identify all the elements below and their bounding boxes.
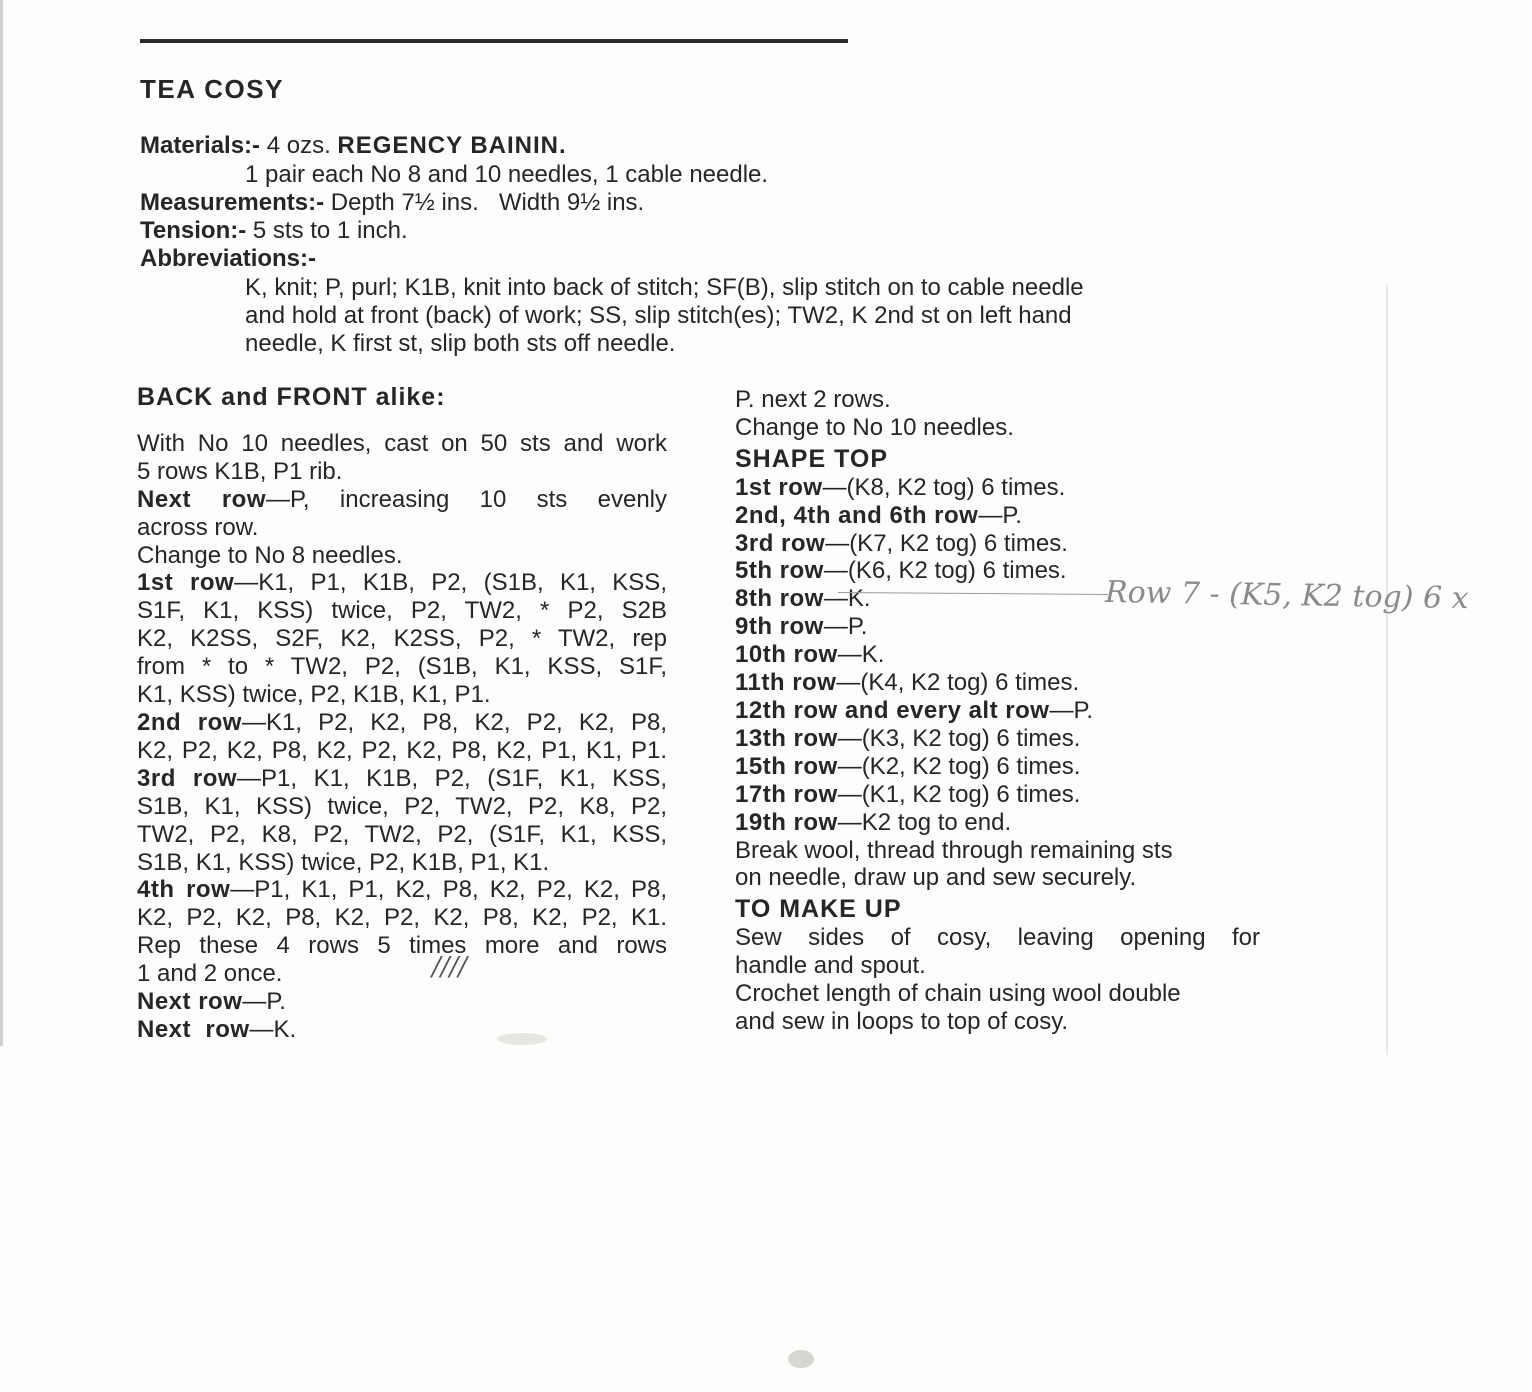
sew-sides-line: Sew sides of cosy, leaving opening for — [735, 924, 1260, 952]
row-label: 12th row and every alt row — [735, 696, 1050, 724]
handwritten-note: Row 7 - (K5, K2 tog) 6 x — [1104, 574, 1469, 617]
across-row: across row. — [137, 513, 259, 541]
materials-needles: 1 pair each No 8 and 10 needles, 1 cable needle. — [245, 161, 769, 188]
row-label: 9th row — [735, 613, 824, 641]
row-2-line: K2, P2, K2, P8, K2, P2, K2, P8, K2, P1, K1, P1. — [137, 736, 667, 764]
tension-value: 5 sts to 1 inch. — [246, 217, 408, 244]
row-label: 3rd row — [137, 764, 238, 792]
row-4-line: K2, P2, K2, P8, K2, P2, K2, P8, K2, P2, K1. — [137, 904, 667, 932]
row-label: 17th row — [735, 780, 838, 808]
row-2-line: 2nd row—K1, P2, K2, P8, K2, P2, K2, P8, — [137, 708, 667, 736]
abbreviations-line: K, knit; P, purl; K1B, knit into back of stitch; SF(B), slip stitch on to cable needle — [245, 274, 1084, 301]
shape-row: 5th row—(K6, K2 tog) 6 times. — [735, 557, 1067, 585]
row-4-line: 4th row—P1, K1, P1, K2, P8, K2, P2, K2, P8, — [137, 876, 667, 904]
row-label: 19th row — [735, 808, 838, 836]
abbreviations-label: Abbreviations:- — [140, 245, 317, 272]
row-1-line: K1, KSS) twice, P2, K1B, K1, P1. — [137, 681, 491, 709]
row-label: 2nd row — [137, 708, 242, 736]
tension-label: Tension:- — [140, 217, 247, 244]
row-label: 8th row — [735, 585, 824, 613]
page-edge-shadow — [0, 0, 3, 1046]
break-wool-line: on needle, draw up and sew securely. — [735, 864, 1137, 892]
row-label: 10th row — [735, 641, 838, 669]
scan-smudge — [497, 1033, 547, 1045]
row-label: 1st row — [735, 473, 823, 501]
row-3-line: S1B, K1, KSS) twice, P2, K1B, P1, K1. — [137, 848, 550, 876]
break-wool-line: Break wool, thread through remaining sts — [735, 836, 1173, 864]
shape-row: 12th row and every alt row—P. — [735, 696, 1094, 724]
shape-row: 9th row—P. — [735, 613, 868, 641]
left-column — [137, 384, 667, 1044]
scan-edge-line — [1386, 285, 1388, 1055]
scan-smudge — [788, 1350, 814, 1368]
row-label: Next row — [137, 988, 243, 1016]
sew-sides-line: handle and spout. — [735, 952, 926, 980]
measurements-value: Depth 7½ ins. Width 9½ ins. — [324, 189, 645, 216]
make-up-heading: TO MAKE UP — [735, 895, 902, 924]
shape-row: 2nd, 4th and 6th row—P. — [735, 501, 1022, 529]
shape-top-heading: SHAPE TOP — [735, 444, 889, 473]
abbreviations-line: and hold at front (back) of work; SS, slip stitch(es); TW2, K 2nd st on left hand — [245, 302, 1072, 329]
row-label: 15th row — [735, 752, 838, 780]
next-row-increase: Next row—P, increasing 10 sts evenly — [137, 485, 668, 513]
materials-line — [140, 132, 567, 160]
row-1-line: 1st row—K1, P1, K1B, P2, (S1B, K1, KSS, — [137, 569, 667, 597]
row-label: 11th row — [735, 669, 837, 697]
row-3-line: 3rd row—P1, K1, K1B, P2, (S1F, K1, KSS, — [137, 764, 668, 792]
measurements-label: Measurements:- — [140, 189, 325, 216]
row-label: 5th row — [735, 557, 824, 585]
next-row-k: Next row—K. — [137, 1015, 297, 1043]
row-label: 13th row — [735, 724, 838, 752]
shape-row: 3rd row—(K7, K2 tog) 6 times. — [735, 529, 1068, 557]
row-label: 1st row — [137, 569, 235, 597]
row-1-line: K2, K2SS, S2F, K2, K2SS, P2, * TW2, rep — [137, 625, 667, 653]
row-label: Next row — [137, 485, 267, 513]
shape-row: 1st row—(K8, K2 tog) 6 times. — [735, 473, 1066, 501]
rib-line: 5 rows K1B, P1 rib. — [137, 457, 343, 485]
shape-row: 11th row—(K4, K2 tog) 6 times. — [735, 669, 1080, 697]
row-1-line: S1F, K1, KSS) twice, P2, TW2, * P2, S2B — [137, 597, 667, 625]
pencil-scribble: //// — [432, 952, 468, 982]
change-needles-8: Change to No 8 needles. — [137, 541, 403, 569]
shape-row: 10th row—K. — [735, 641, 885, 669]
materials-label: Materials:- — [140, 132, 261, 159]
crochet-line: Crochet length of chain using wool double — [735, 980, 1181, 1008]
shape-row: 13th row—(K3, K2 tog) 6 times. — [735, 724, 1081, 752]
shape-row: 19th row—K2 tog to end. — [735, 808, 1012, 836]
crochet-line: and sew in loops to top of cosy. — [735, 1007, 1069, 1035]
change-needles-10: Change to No 10 needles. — [735, 413, 1014, 441]
repeat-line: 1 and 2 once. — [137, 960, 283, 988]
abbreviations-line: needle, K first st, slip both sts off needle. — [245, 330, 676, 357]
materials-quantity: 4 ozs. — [260, 132, 338, 159]
right-column — [735, 386, 1260, 1036]
shape-row: 15th row—(K2, K2 tog) 6 times. — [735, 752, 1081, 780]
row-1-line: from * to * TW2, P2, (S1B, K1, KSS, S1F, — [137, 653, 667, 681]
tension-line — [140, 217, 408, 245]
back-front-heading: BACK and FRONT alike: — [137, 383, 446, 411]
repeat-line: Rep these 4 rows 5 times more and rows — [137, 932, 667, 960]
cast-on-line: With No 10 needles, cast on 50 sts and work — [137, 429, 667, 457]
row-3-line: TW2, P2, K8, P2, TW2, P2, (S1F, K1, KSS, — [137, 820, 667, 848]
shape-row: 17th row—(K1, K2 tog) 6 times. — [735, 780, 1081, 808]
row-3-line: S1B, K1, KSS) twice, P2, TW2, P2, K8, P2, — [137, 792, 667, 820]
row-label: 2nd, 4th and 6th row — [735, 501, 979, 529]
row-label: Next row — [137, 1015, 250, 1043]
row-label: 3rd row — [735, 529, 826, 557]
materials-brand: REGENCY BAININ. — [337, 132, 567, 159]
purl-next-rows: P. next 2 rows. — [735, 386, 891, 413]
shape-row: 8th row—K. — [735, 585, 871, 613]
next-row-p: Next row—P. — [137, 988, 286, 1016]
page-title: TEA COSY — [140, 74, 284, 104]
measurements-line — [140, 189, 644, 217]
top-rule — [140, 39, 848, 43]
row-label: 4th row — [137, 876, 231, 904]
